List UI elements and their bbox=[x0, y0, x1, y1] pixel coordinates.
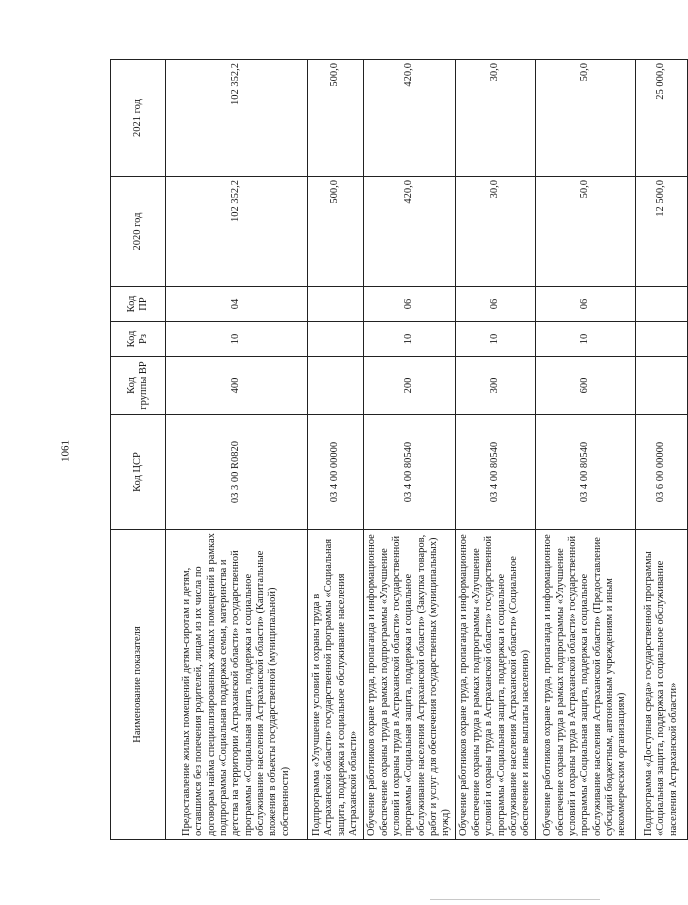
row-name: Подпрограмма «Улучшение условий и охраны труда в Астраханской области» государственной программы «Социальная защита, поддержка и социальное обслуживание населения Астраханской области» bbox=[308, 530, 364, 840]
row-2021: 500,0 bbox=[308, 60, 364, 177]
row-2020: 102 352,2 bbox=[166, 177, 308, 287]
row-2020: 420,0 bbox=[364, 177, 456, 287]
row-csr: 03 4 00 80540 bbox=[364, 415, 456, 530]
row-rz: 10 bbox=[364, 322, 456, 357]
rotated-table-wrapper bbox=[110, 60, 679, 840]
row-rz bbox=[636, 322, 688, 357]
row-rz bbox=[308, 322, 364, 357]
row-rz: 10 bbox=[166, 322, 308, 357]
table-row bbox=[636, 60, 688, 840]
header-vr: Код группы ВР bbox=[111, 357, 166, 415]
header-2020: 2020 год bbox=[111, 177, 166, 287]
row-2020: 50,0 bbox=[536, 177, 636, 287]
row-name: Предоставление жилых помещений детям-сиротам и детям, оставшимся без попечения родителей, лицам из их числа по договорам найма специализированных жилых помещений в рамках подпрограммы «Социальная поддержка семьи, материнства и детства на территории Астраханской области» государственной программы «Социальная защита, поддержка и социальное обслуживание населения Астраханской области» (Капитальные вложения в объекты государственной (муниципальной) собственности) bbox=[166, 530, 308, 840]
row-vr: 200 bbox=[364, 357, 456, 415]
header-csr: Код ЦСР bbox=[111, 415, 166, 530]
table-row bbox=[456, 60, 536, 840]
row-vr: 400 bbox=[166, 357, 308, 415]
row-csr: 03 4 00 00000 bbox=[308, 415, 364, 530]
row-vr bbox=[308, 357, 364, 415]
budget-table bbox=[110, 59, 688, 840]
row-2021: 30,0 bbox=[456, 60, 536, 177]
row-name: Обучение работников охране труда, пропаганда и информационное обеспечение охраны труда в рамках подпрограммы «Улучшение условий и охраны труда в Астраханской области» государственной программы «Социальная защита, поддержка и социальное обслуживание населения Астраханской области» (Закупка товаров, работ и услуг для обеспечения государственных (муниципальных) нужд) bbox=[364, 530, 456, 840]
row-pr bbox=[636, 287, 688, 322]
row-csr: 03 4 00 80540 bbox=[456, 415, 536, 530]
row-pr: 06 bbox=[364, 287, 456, 322]
row-2020: 12 500,0 bbox=[636, 177, 688, 287]
row-2021: 25 000,0 bbox=[636, 60, 688, 177]
row-csr: 03 6 00 00000 bbox=[636, 415, 688, 530]
page-number: 1061 bbox=[59, 440, 72, 462]
row-2021: 102 352,2 bbox=[166, 60, 308, 177]
header-name: Наименование показателя bbox=[111, 530, 166, 840]
row-2021: 420,0 bbox=[364, 60, 456, 177]
table-row bbox=[166, 60, 308, 840]
row-csr: 03 4 00 80540 bbox=[536, 415, 636, 530]
row-vr: 300 bbox=[456, 357, 536, 415]
header-2021: 2021 год bbox=[111, 60, 166, 177]
row-vr: 600 bbox=[536, 357, 636, 415]
row-vr bbox=[636, 357, 688, 415]
row-pr: 04 bbox=[166, 287, 308, 322]
row-pr: 06 bbox=[536, 287, 636, 322]
row-pr: 06 bbox=[456, 287, 536, 322]
row-2021: 50,0 bbox=[536, 60, 636, 177]
row-2020: 30,0 bbox=[456, 177, 536, 287]
row-rz: 10 bbox=[456, 322, 536, 357]
row-name: Подпрограмма «Доступная среда» государственной программы «Социальная защита, поддержка и социальное обслуживание населения Астраханской области» bbox=[636, 530, 688, 840]
table-row bbox=[536, 60, 636, 840]
scan-edge-mark bbox=[430, 899, 600, 900]
row-name: Обучение работников охране труда, пропаганда и информационное обеспечение охраны труда в рамках подпрограммы «Улучшение условий и охраны труда в Астраханской области» государственной программы «Социальная защита, поддержка и социальное обслуживание населения Астраханской области» (Предоставление субсидий бюджетным, автономным учреждениям и иным некоммерческим организациям) bbox=[536, 530, 636, 840]
row-name: Обучение работников охране труда, пропаганда и информационное обеспечение охраны труда в рамках подпрограммы «Улучшение условий и охраны труда в Астраханской области» государственной программы «Социальная защита, поддержка и социальное обслуживание населения Астраханской области» (Социальное обеспечение и иные выплаты населению) bbox=[456, 530, 536, 840]
table-header-row bbox=[111, 60, 166, 840]
row-rz: 10 bbox=[536, 322, 636, 357]
header-rz: Код Рз bbox=[111, 322, 166, 357]
row-csr: 03 3 00 R0820 bbox=[166, 415, 308, 530]
row-2020: 500,0 bbox=[308, 177, 364, 287]
table-row bbox=[364, 60, 456, 840]
header-pr: Код ПР bbox=[111, 287, 166, 322]
table-row bbox=[308, 60, 364, 840]
row-pr bbox=[308, 287, 364, 322]
